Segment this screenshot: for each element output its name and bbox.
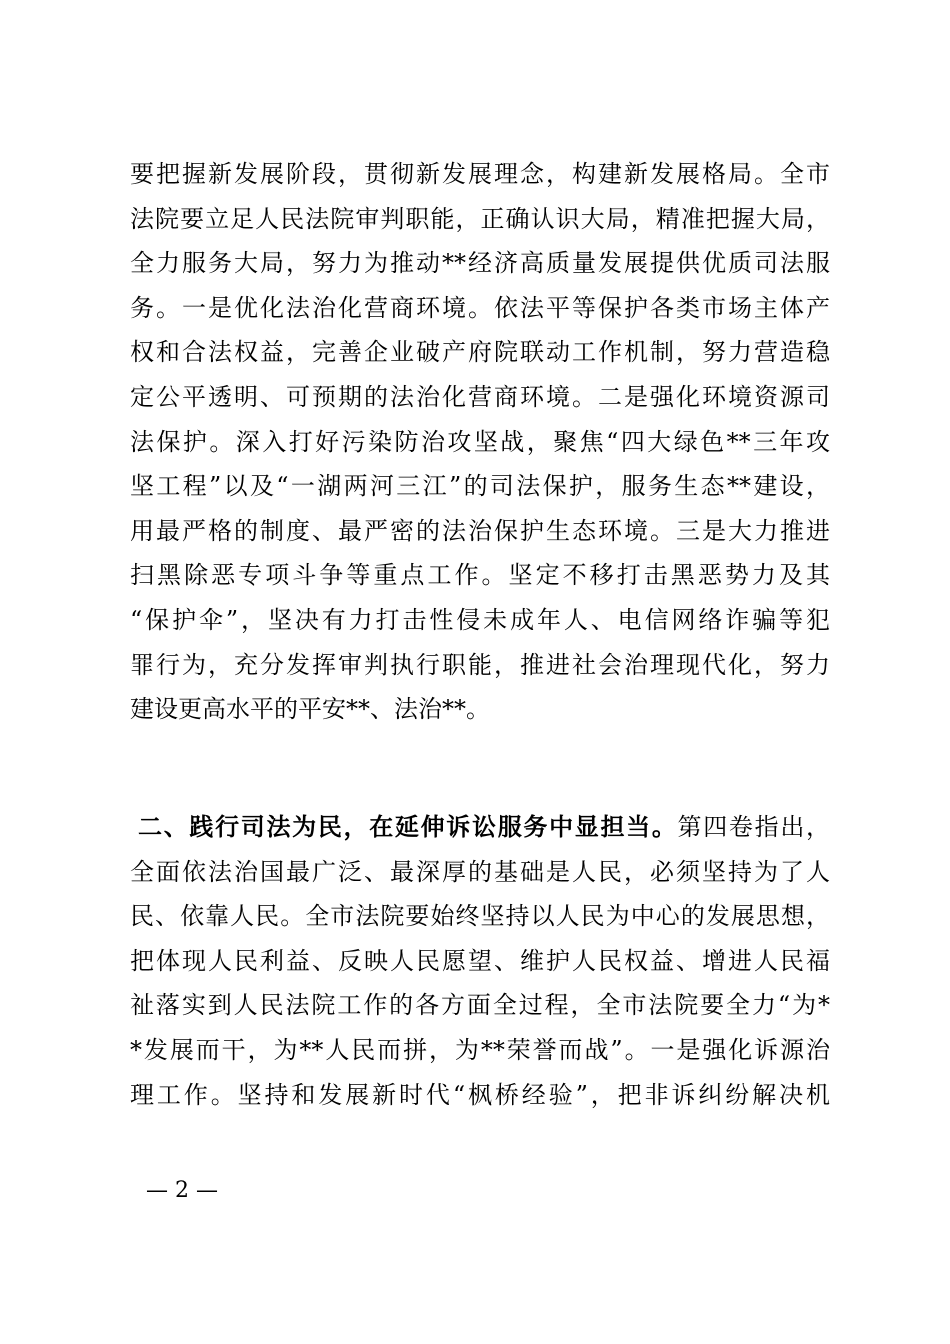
text-line: 坚工程”以及“一湖两河三江”的司法保护，服务生态**建设， bbox=[130, 472, 830, 501]
text-line: 把体现人民利益、反映人民愿望、维护人民权益、增进人民福 bbox=[130, 946, 830, 975]
heading-line-text: 第四卷指出， bbox=[677, 813, 830, 841]
text-line: 理工作。坚持和发展新时代“枫桥经验”，把非诉纠纷解决机 bbox=[130, 1080, 830, 1109]
text-line: 罪行为，充分发挥审判执行职能，推进社会治理现代化，努力 bbox=[130, 650, 830, 679]
paragraph-judicial-service bbox=[130, 805, 830, 1117]
text-line: 务。一是优化法治化营商环境。依法平等保护各类市场主体产 bbox=[130, 293, 830, 322]
text-line: 扫黑除恶专项斗争等重点工作。坚定不移打击黑恶势力及其 bbox=[130, 561, 830, 590]
text-line: 全力服务大局，努力为推动**经济高质量发展提供优质司法服 bbox=[130, 249, 830, 278]
text-line: “保护伞”，坚决有力打击性侵未成年人、电信网络诈骗等犯 bbox=[130, 605, 830, 634]
text-line: 民、依靠人民。全市法院要始终坚持以人民为中心的发展思想， bbox=[130, 902, 830, 931]
text-line: 定公平透明、可预期的法治化营商环境。二是强化环境资源司 bbox=[130, 382, 830, 411]
text-line: 权和合法权益，完善企业破产府院联动工作机制，努力营造稳 bbox=[130, 338, 830, 367]
text-line: 法保护。深入打好污染防治攻坚战，聚焦“四大绿色**三年攻 bbox=[130, 427, 830, 456]
page-number: — 2 — bbox=[146, 1178, 218, 1203]
text-line: 全面依法治国最广泛、最深厚的基础是人民，必须坚持为了人 bbox=[130, 857, 830, 886]
text-line: 建设更高水平的平安**、法治**。 bbox=[130, 695, 490, 724]
paragraph-economic-development bbox=[130, 152, 830, 732]
text-line: *发展而干，为**人民而拼，为**荣誉而战”。一是强化诉源治 bbox=[130, 1035, 830, 1064]
text-line: 祉落实到人民法院工作的各方面全过程，全市法院要全力“为* bbox=[130, 991, 830, 1020]
text-line: 法院要立足人民法院审判职能，正确认识大局，精准把握大局， bbox=[130, 204, 830, 233]
text-line: 用最严格的制度、最严密的法治保护生态环境。三是大力推进 bbox=[130, 516, 830, 545]
text-line: 要把握新发展阶段，贯彻新发展理念，构建新发展格局。全市 bbox=[130, 160, 830, 188]
section-heading: 二、践行司法为民，在延伸诉讼服务中显担当。 bbox=[138, 813, 678, 841]
section-heading-line bbox=[130, 805, 830, 850]
